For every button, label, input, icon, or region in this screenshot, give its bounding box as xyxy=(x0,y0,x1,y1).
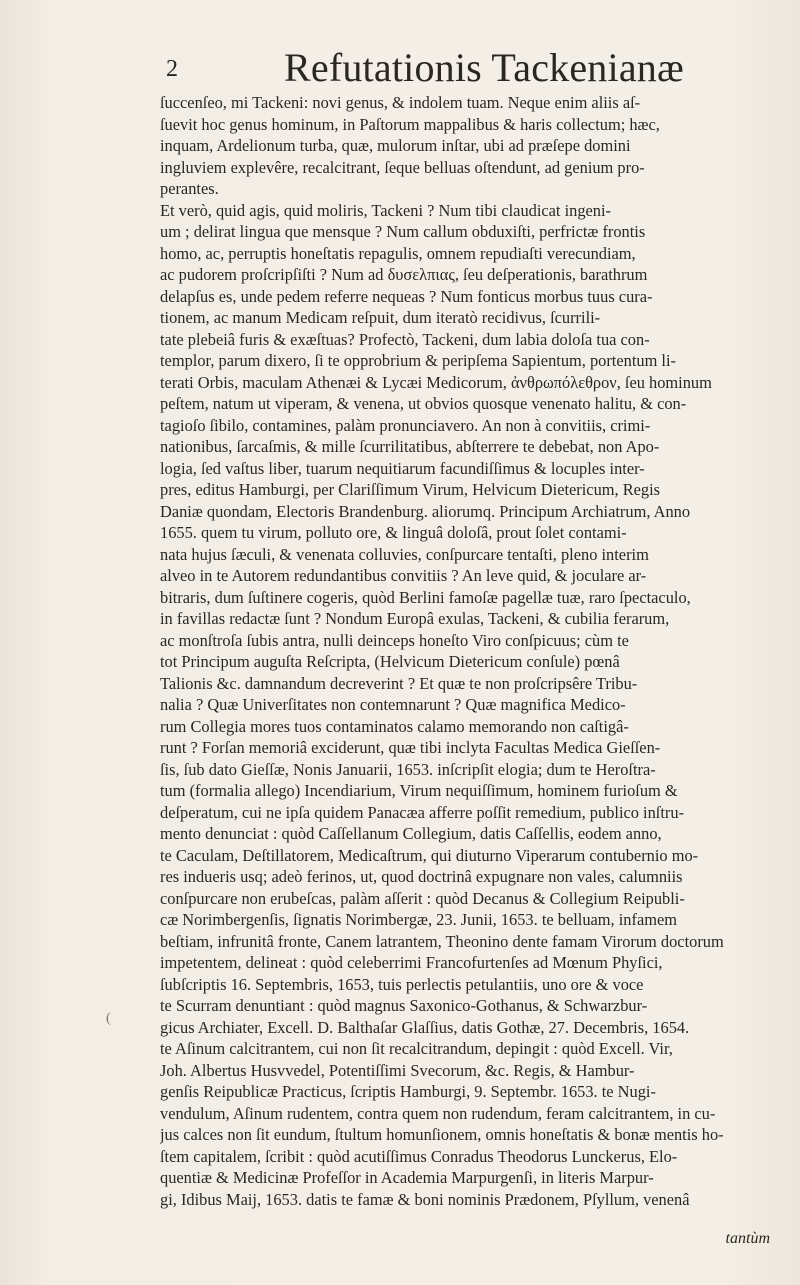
text-line: gi, Idibus Maij, 1653. datis te famæ & boni nominis Prædonem, Pſyllum, venenâ xyxy=(160,1189,690,1209)
text-line: jus calces non ſit eundum, ſtultum homunſionem, omnis honeſtatis & bonæ mentis ho- xyxy=(160,1125,724,1144)
text-line: perantes. xyxy=(160,179,219,198)
text-line: gicus Archiater, Excell. D. Balthaſar Glaſſius, datis Gothæ, 27. Decembris, 1654. xyxy=(160,1017,690,1037)
page-header xyxy=(0,44,800,96)
catchword: tantùm xyxy=(725,1230,770,1247)
text-line: ſuevit hoc genus hominum, in Paſtorum mappalibus & haris collectum; hæc, xyxy=(160,114,660,134)
text-line: peſtem, natum ut viperam, & venena, ut obvios quosque venenato halitu, & con- xyxy=(160,394,687,413)
body-text xyxy=(160,92,770,1210)
text-line: terati Orbis, maculam Athenæi & Lycæi Medicorum, ἀνθρωπόλεθρον, ſeu hominum xyxy=(160,372,712,392)
text-line: ſubſcriptis 16. Septembris, 1653, tuis perlectis petulantiis, uno ore & voce xyxy=(160,974,644,994)
margin-mark: ( xyxy=(106,1011,111,1026)
text-line: beſtiam, infrunitâ fronte, Canem latrantem, Theonino dente famam Virorum doctorum xyxy=(160,931,724,951)
text-line: 1655. quem tu virum, polluto ore, & linguâ doloſâ, prout ſolet contami- xyxy=(160,523,627,542)
text-line: genſis Reipublicæ Practicus, ſcriptis Hamburgi, 9. Septembr. 1653. te Nugi- xyxy=(160,1082,656,1101)
text-line: ſis, ſub dato Gieſſæ, Nonis Januarii, 1653. inſcripſit elogia; dum te Heroſtra- xyxy=(160,759,656,779)
text-line: Et verò, quid agis, quid moliris, Tackeni ? Num tibi claudicat ingeni- xyxy=(160,200,612,220)
text-line: templor, parum dixero, ſi te opprobrium & peripſema Sapientum, portentum li- xyxy=(160,351,676,370)
text-line: tionem, ac manum Medicam reſpuit, dum iteratò recidivus, ſcurrili- xyxy=(160,308,601,327)
text-line: in favillas redactæ ſunt ? Nondum Europâ exulas, Tackeni, & cubilia ferarum, xyxy=(160,609,670,628)
text-line: ingluviem explevêre, recalcitrant, ſeque belluas oſtendunt, ad genium pro- xyxy=(160,157,645,177)
text-line: Daniæ quondam, Electoris Brandenburg. aliorumq. Principum Archiatrum, Anno xyxy=(160,501,691,521)
text-line: ſtem capitalem, ſcribit : quòd acutiſſimus Conradus Theodorus Lunckerus, Elo- xyxy=(160,1146,678,1166)
text-line: vendulum, Aſinum rudentem, contra quem non rudendum, feram calcitrantem, in cu- xyxy=(160,1103,716,1123)
text-line: rum Collegia mores tuos contaminatos calamo memorando non caſtigâ- xyxy=(160,716,629,736)
text-line: ac monſtroſa ſubis antra, nulli deinceps honeſto Viro conſpicuus; cùm te xyxy=(160,630,629,650)
text-line: Joh. Albertus Husvvedel, Potentiſſimi Svecorum, &c. Regis, & Hambur- xyxy=(160,1060,635,1080)
text-line: te Scurram denuntiant : quòd magnus Saxonico-Gothanus, & Schwarzbur- xyxy=(160,996,648,1015)
text-line: runt ? Forſan memoriâ exciderunt, quæ tibi inclyta Facultas Medica Gieſſen- xyxy=(160,738,661,757)
text-line: alveo in te Autorem redundantibus convitiis ? An leve quid, & joculare ar- xyxy=(160,566,647,585)
text-line: mento denunciat : quòd Caſſellanum Collegium, datis Caſſellis, eodem anno, xyxy=(160,824,662,843)
text-line: tagioſo ſibilo, contamines, palàm pronunciavero. An non à convitiis, crimi- xyxy=(160,415,651,435)
text-line: ac pudorem proſcripſiſti ? Num ad δυσελπιας, ſeu deſperationis, barathrum xyxy=(160,265,648,284)
text-line: tum (formalia allego) Incendiarium, Virum nequiſſimum, hominem furioſum & xyxy=(160,781,678,800)
text-line: delapſus es, unde pedem referre nequeas ? Num fonticus morbus tuus cura- xyxy=(160,286,653,306)
text-line: tate plebeiâ furis & exæſtuas? Profectò, Tackeni, dum labia doloſa tua con- xyxy=(160,329,650,349)
text-line: nalia ? Quæ Univerſitates non contemnarunt ? Quæ magnifica Medico- xyxy=(160,695,626,714)
text-line: ſuccenſeo, mi Tackeni: novi genus, & indolem tuam. Neque enim aliis aſ- xyxy=(160,93,641,112)
running-head: Refutationis Tackenianæ xyxy=(284,45,684,90)
text-line: te Caculam, Deſtillatorem, Medicaſtrum, qui diuturno Viperarum contubernio mo- xyxy=(160,845,699,865)
text-line: cæ Norimbergenſis, ſignatis Norimbergæ, 23. Junii, 1653. te belluam, infamem xyxy=(160,910,677,929)
text-line: Talionis &c. damnandum decreverint ? Et quæ te non proſcripsêre Tribu- xyxy=(160,673,638,693)
text-line: um ; delirat lingua que mensque ? Num callum obduxiſti, perfrictæ frontis xyxy=(160,222,646,241)
text-line: quentiæ & Medicinæ Profeſſor in Academia Marpurgenſi, in literis Marpur- xyxy=(160,1168,654,1187)
text-line: pres, editus Hamburgi, per Clariſſimum Virum, Helvicum Dietericum, Regis xyxy=(160,480,661,499)
text-line: tot Principum auguſta Reſcripta, (Helvicum Dietericum conſule) pœnâ xyxy=(160,652,620,671)
text-line: bitraris, dum ſuſtinere cogeris, quòd Berlini famoſæ pagellæ tuæ, raro ſpectaculo, xyxy=(160,587,691,607)
text-line: te Aſinum calcitrantem, cui non ſit recalcitrandum, depingit : quòd Excell. Vir, xyxy=(160,1039,673,1058)
text-line: impetentem, delineat : quòd celeberrimi Francofurtenſes ad Mœnum Phyſici, xyxy=(160,953,663,972)
text-line: homo, ac, perruptis honeſtatis repagulis, omnem repudiaſti verecundiam, xyxy=(160,243,636,263)
text-line: deſperatum, cui ne ipſa quidem Panacæa afferre poſſit remedium, publico inſtru- xyxy=(160,802,685,822)
page-number: 2 xyxy=(166,56,178,82)
text-line: logia, ſed vaſtus liber, tuarum nequitiarum facundiſſimus & locuples inter- xyxy=(160,458,645,478)
text-line: inquam, Ardelionum turba, quæ, mulorum inſtar, ubi ad præſepe domini xyxy=(160,136,631,155)
text-line: res indueris usq; adeò ferinos, ut, quod doctrinâ expugnare non vales, calumniis xyxy=(160,867,683,886)
text-line: nata hujus ſæculi, & venenata colluvies, conſpurcare tentaſti, pleno interim xyxy=(160,544,649,564)
text-line: nationibus, ſarcaſmis, & mille ſcurrilitatibus, abſterrere te debebat, non Apo- xyxy=(160,437,660,456)
text-line: conſpurcare non erubeſcas, palàm aſſerit : quòd Decanus & Collegium Reipubli- xyxy=(160,888,685,908)
